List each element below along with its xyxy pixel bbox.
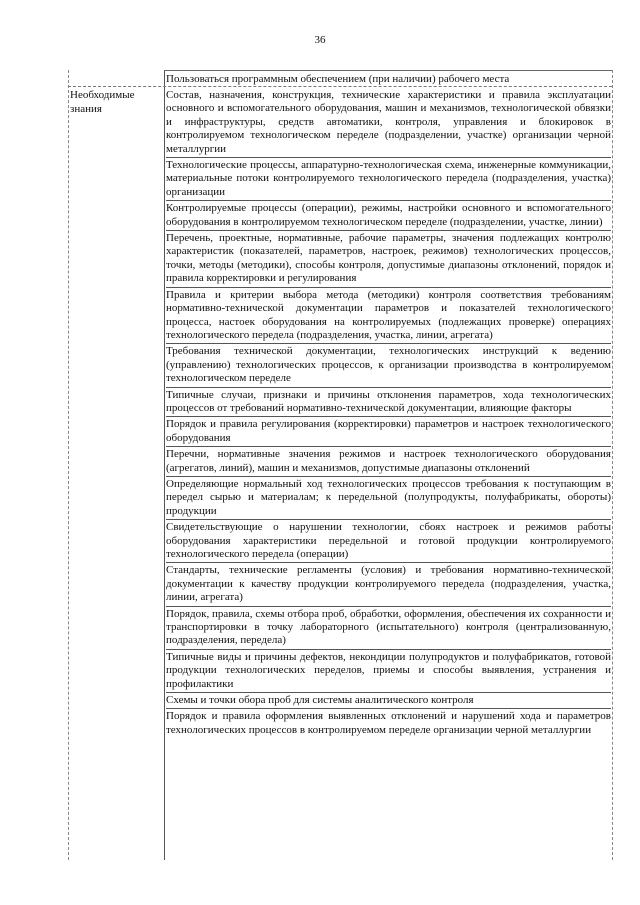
knowledge-item: Свидетельствующие о нарушении технологии, сбоях настроек и режимов работы оборудования характеристики передельной и готовой продукции контролируемого технологического передела (операции) [166,520,611,563]
knowledge-item: Определяющие нормальный ход технологических процессов требования к поступающим в передел сырью и материалам; к передельной (полупродукты, полуфабрикаты, обороты) продукции [166,477,611,520]
knowledge-item: Порядок и правила регулирования (корректировки) параметров и настроек технологического оборудования [166,417,611,447]
table-border-left [68,70,70,860]
knowledge-item: Порядок и правила оформления выявленных отклонений и нарушений хода и параметров технологических процессов в контролируемом переделе организации черной металлургии [166,710,611,736]
knowledge-item: Контролируемые процессы (операции), режимы, настройки основного и вспомогательного оборудования в контролируемом технологическом переделе (подразделении, участке, линии) [166,201,611,231]
table-border-right [612,70,614,860]
knowledge-item: Типичные виды и причины дефектов, некондиции полупродуктов и полуфабрикатов, готовой продукции технологических переделов, приемы и способы выявления, устранения и профилактики [166,650,611,693]
table-top-border [164,70,612,71]
page-number: 36 [314,34,326,46]
knowledge-item: Технологические процессы, аппаратурно-технологическая схема, инженерные коммуникации, материальные потоки контролируемого технологического передела (подразделения, участка) организации [166,158,611,201]
knowledge-item: Схемы и точки обора проб для системы аналитического контроля [166,693,611,709]
knowledge-item: Порядок, правила, схемы отбора проб, обработки, оформления, обеспечения их сохранности и транспортировки в точку лабораторного (испытательного) контроля (централизованную, подразделения, передела) [166,607,611,650]
section-divider [68,86,612,87]
knowledge-item: Перечень, проектные, нормативные, рабочие параметры, значения подлежащих контролю характеристик (показателей, параметров, настроек, режимов) технологических процессов, точки, методы (методики), способы контроля, допустимые диапазоны отклонений, порядок и правила корректировки и регулирования [166,231,611,288]
knowledge-item: Правила и критерии выбора метода (методики) контроля соответствия требованиям нормативно-технической документации параметров и показателей технологического процесса, настоек оборудования на контролируемых (подлежащих проверке) операциях технологического передела (подразделения, участка, линии, агрегата) [166,288,611,345]
knowledge-item: Перечни, нормативные значения режимов и настроек технологического оборудования (агрегатов, линий), машин и механизмов, допустимые диапазоны отклонений [166,447,611,477]
knowledge-list [166,88,611,738]
section-label: Необходимые знания [70,89,135,115]
knowledge-item: Состав, назначения, конструкция, технические характеристики и правила эксплуатации основного и вспомогательного оборудования, машин и механизмов, технологической обвязки и инфраструктуры, средств автоматики, контроля, управления и блокировок в контролируемом технологическом переделе (подразделении, участке) организации черной металлургии [166,88,611,158]
knowledge-item: Типичные случаи, признаки и причины отклонения параметров, хода технологических процессов от требований нормативно-технической документации, влияющие факторы [166,388,611,418]
knowledge-item: Требования технической документации, технологических инструкций к ведению (управлению) технологических процессов, к организации производства в контролируемом технологическом переделе [166,344,611,387]
previous-skill-row: Пользоваться программным обеспечением (при наличии) рабочего места [166,73,510,85]
knowledge-item: Стандарты, технические регламенты (условия) и требования нормативно-технической документации к качеству продукции контролируемого передела (подразделения, участка, линии, агрегата) [166,563,611,606]
